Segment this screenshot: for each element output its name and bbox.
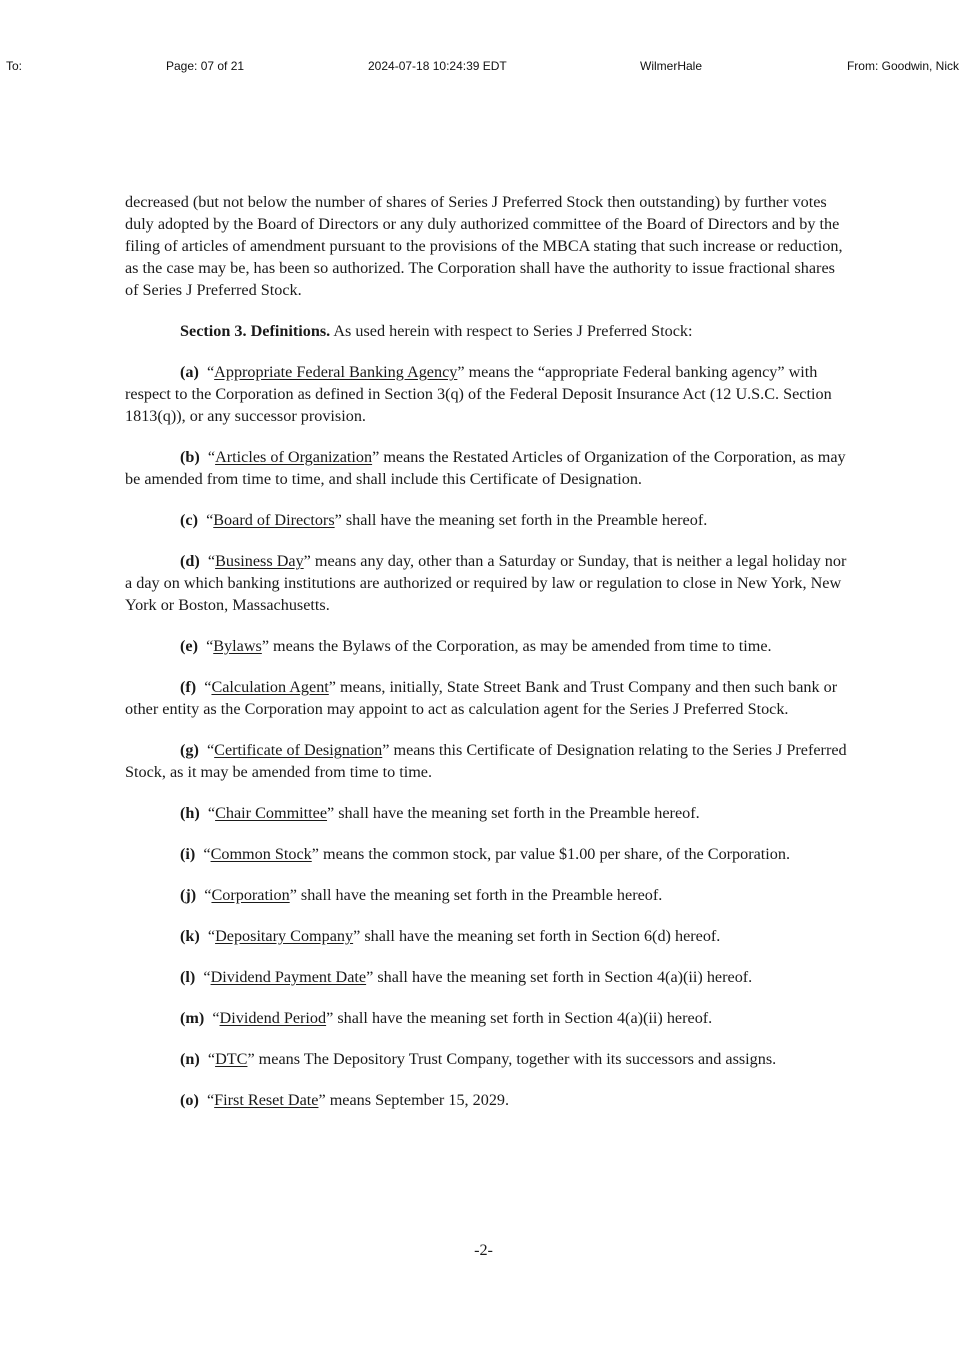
fax-firm: WilmerHale bbox=[640, 59, 703, 73]
definition-item: (f) “Calculation Agent” means, initially, State Street Bank and Trust Company and then such bank or other entity as the Corporation may appoint to act as calculation agent for the Series J Preferred Stock. bbox=[125, 678, 838, 718]
definition-letter: (a) bbox=[180, 363, 199, 381]
definition-item: (o) “First Reset Date” means September 15, 2029. bbox=[180, 1091, 510, 1109]
definitions-list bbox=[125, 361, 847, 1111]
definition-text: ” shall have the meaning set forth in the Preamble hereof. bbox=[289, 886, 663, 904]
definition-text: ” means September 15, 2029. bbox=[318, 1091, 510, 1109]
definition-text: ” means the common stock, par value $1.00 per share, of the Corporation. bbox=[311, 845, 791, 863]
definition-letter: (j) bbox=[180, 886, 197, 904]
definition-text: ” shall have the meaning set forth in the Preamble hereof. bbox=[334, 511, 708, 529]
fax-page-count: Page: 07 of 21 bbox=[166, 59, 245, 73]
definition-item: (l) “Dividend Payment Date” shall have the meaning set forth in Section 4(a)(ii) hereof. bbox=[180, 968, 753, 986]
definition-text: ” means this Certificate of Designation relating to the Series J Preferred Stock, as it may be amended from time to time. bbox=[125, 741, 847, 781]
section-3-heading bbox=[125, 320, 847, 342]
definition-text: ” means the “appropriate Federal banking agency” with respect to the Corporation as defined in Section 3(q) of the Federal Deposit Insurance Act (12 U.S.C. Section 1813(q)), or any successor provision. bbox=[125, 363, 832, 425]
definition-text: ” means any day, other than a Saturday or Sunday, that is neither a legal holiday nor a day on which banking institutions are authorized or required by law or regulation to close in New York, New York or Boston, Massachusetts. bbox=[125, 552, 847, 614]
definition-letter: (n) bbox=[180, 1050, 200, 1068]
defined-term: Calculation Agent bbox=[211, 678, 329, 696]
definition-item: (g) “Certificate of Designation” means this Certificate of Designation relating to the Series J Preferred Stock, as it may be amended from time to time. bbox=[125, 741, 847, 781]
definition-letter: (f) bbox=[180, 678, 197, 696]
definition-letter: (d) bbox=[180, 552, 200, 570]
definition-letter: (l) bbox=[180, 968, 196, 986]
definition-text: ” means the Restated Articles of Organization of the Corporation, as may be amended from time to time, and shall include this Certificate of Designation. bbox=[125, 448, 846, 488]
defined-term: Board of Directors bbox=[213, 511, 335, 529]
definition-text: ” means The Depository Trust Company, together with its successors and assigns. bbox=[247, 1050, 777, 1068]
definition-letter: (o) bbox=[180, 1091, 199, 1109]
fax-timestamp: 2024-07-18 10:24:39 EDT bbox=[368, 59, 507, 73]
definition-text: ” shall have the meaning set forth in Section 6(d) hereof. bbox=[353, 927, 721, 945]
defined-term: Common Stock bbox=[210, 845, 312, 863]
document-body bbox=[125, 191, 847, 1130]
fax-header bbox=[0, 59, 967, 75]
defined-term: Certificate of Designation bbox=[214, 741, 383, 759]
definition-letter: (h) bbox=[180, 804, 200, 822]
definition-text: ” shall have the meaning set forth in Section 4(a)(ii) hereof. bbox=[326, 1009, 713, 1027]
definition-item: (c) “Board of Directors” shall have the meaning set forth in the Preamble hereof. bbox=[180, 511, 708, 529]
definition-letter: (c) bbox=[180, 511, 198, 529]
section-title: Section 3. Definitions. bbox=[180, 322, 331, 340]
definition-letter: (k) bbox=[180, 927, 200, 945]
defined-term: Articles of Organization bbox=[215, 448, 373, 466]
defined-term: First Reset Date bbox=[214, 1091, 319, 1109]
section-intro: As used herein with respect to Series J Preferred Stock: bbox=[333, 322, 693, 340]
definition-item: (d) “Business Day” means any day, other than a Saturday or Sunday, that is neither a legal holiday nor a day on which banking institutions are authorized or required by law or regulation to close in New York, New York or Boston, Massachusetts. bbox=[125, 552, 847, 614]
fax-to: To: bbox=[6, 59, 23, 73]
defined-term: Bylaws bbox=[213, 637, 262, 655]
definition-letter: (i) bbox=[180, 845, 196, 863]
definition-item: (e) “Bylaws” means the Bylaws of the Corporation, as may be amended from time to time. bbox=[180, 637, 772, 655]
defined-term: Depositary Company bbox=[215, 927, 354, 945]
defined-term: DTC bbox=[215, 1050, 248, 1068]
definition-item: (i) “Common Stock” means the common stock, par value $1.00 per share, of the Corporation. bbox=[180, 845, 791, 863]
defined-term: Corporation bbox=[211, 886, 290, 904]
defined-term: Dividend Period bbox=[219, 1009, 327, 1027]
definition-item: (h) “Chair Committee” shall have the meaning set forth in the Preamble hereof. bbox=[180, 804, 700, 822]
defined-term: Appropriate Federal Banking Agency bbox=[214, 363, 458, 381]
definition-item: (b) “Articles of Organization” means the Restated Articles of Organization of the Corporation, as may be amended from time to time, and shall include this Certificate of Designation. bbox=[125, 448, 846, 488]
defined-term: Business Day bbox=[215, 552, 304, 570]
definition-letter: (e) bbox=[180, 637, 198, 655]
fax-from: From: Goodwin, Nick bbox=[846, 59, 959, 73]
definition-item: (j) “Corporation” shall have the meaning set forth in the Preamble hereof. bbox=[180, 886, 663, 904]
definition-letter: (m) bbox=[180, 1009, 205, 1027]
definition-item: (a) “Appropriate Federal Banking Agency” means the “appropriate Federal banking agency” with respect to the Corporation as defined in Section 3(q) of the Federal Deposit Insurance Act (12 U.S.C. Section 1813(q)), or any successor provision. bbox=[125, 363, 832, 425]
definition-letter: (b) bbox=[180, 448, 200, 466]
continuation-paragraph: decreased (but not below the number of shares of Series J Preferred Stock then outstanding) by further votes duly adopted by the Board of Directors or any duly authorized committee of the Board of Directors and by the filing of articles of amendment pursuant to the provisions of the MBCA stating that such increase or reduction, as the case may be, has been so authorized. The Corporation shall have the authority to issue fractional shares of Series J Preferred Stock. bbox=[125, 193, 843, 299]
definition-item: (m) “Dividend Period” shall have the meaning set forth in Section 4(a)(ii) hereof. bbox=[180, 1009, 713, 1027]
page-number: -2- bbox=[474, 1241, 493, 1259]
definition-text: ” means the Bylaws of the Corporation, as may be amended from time to time. bbox=[261, 637, 772, 655]
definition-text: ” shall have the meaning set forth in Section 4(a)(ii) hereof. bbox=[366, 968, 753, 986]
definition-text: ” shall have the meaning set forth in the Preamble hereof. bbox=[327, 804, 700, 822]
defined-term: Dividend Payment Date bbox=[210, 968, 367, 986]
definition-item: (k) “Depositary Company” shall have the meaning set forth in Section 6(d) hereof. bbox=[180, 927, 721, 945]
definition-text: ” means, initially, State Street Bank and Trust Company and then such bank or other entity as the Corporation may appoint to act as calculation agent for the Series J Preferred Stock. bbox=[125, 678, 838, 718]
defined-term: Chair Committee bbox=[215, 804, 328, 822]
definition-item: (n) “DTC” means The Depository Trust Company, together with its successors and assigns. bbox=[180, 1050, 777, 1068]
definition-letter: (g) bbox=[180, 741, 199, 759]
